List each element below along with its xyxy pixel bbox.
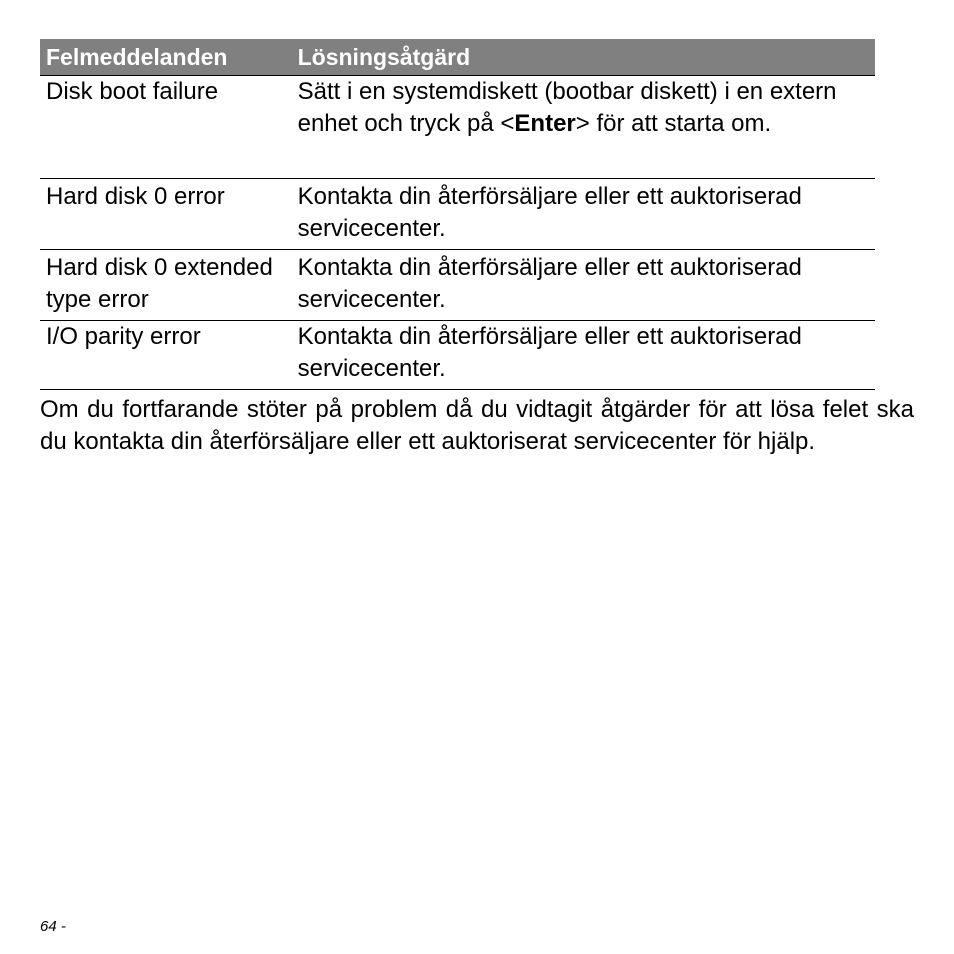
table-row (40, 250, 875, 321)
header-solution: Lösningsåtgärd (292, 39, 875, 76)
solution-cell (292, 76, 875, 179)
table-row (40, 179, 875, 250)
error-cell: I/O parity error (40, 321, 292, 390)
solution-text: > för att starta om. (575, 110, 772, 137)
error-cell: Hard disk 0 error (40, 179, 292, 250)
error-cell: Hard disk 0 extended type error (40, 250, 292, 321)
help-paragraph: Om du fortfarande stöter på problem då du vidtagit åtgärder för att lösa felet ska du kontakta din återförsäljare eller ett auktoriserat servicecenter för hjälp. (40, 396, 914, 455)
enter-key-label: Enter (514, 110, 576, 137)
table-row (40, 76, 875, 179)
error-cell: Disk boot failure (40, 76, 292, 179)
solution-cell: Kontakta din återförsäljare eller ett auktoriserad servicecenter. (292, 250, 875, 321)
table-header-row (40, 39, 875, 76)
solution-cell: Kontakta din återförsäljare eller ett auktoriserad servicecenter. (292, 179, 875, 250)
error-message-table (40, 39, 875, 390)
page-number: 64 - (40, 918, 66, 935)
table-row (40, 321, 875, 390)
solution-text: Sätt i en systemdiskett (bootbar diskett) i en extern enhet och tryck på < (297, 78, 837, 137)
solution-cell: Kontakta din återförsäljare eller ett auktoriserad servicecenter. (292, 321, 875, 390)
header-error-messages: Felmeddelanden (40, 39, 292, 76)
